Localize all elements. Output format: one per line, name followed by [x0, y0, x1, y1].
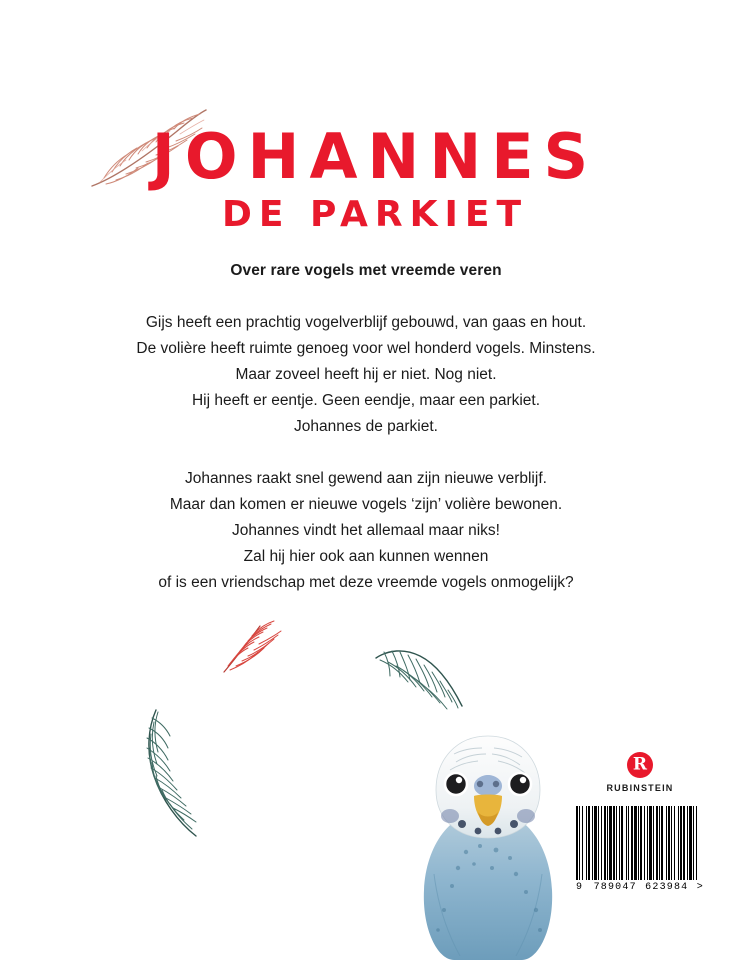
publisher-logo	[604, 752, 676, 793]
book-title-sub: DE PARKIET	[221, 193, 529, 235]
barcode-group-1: 789047	[593, 882, 637, 893]
blurb-line: Johannes de parkiet.	[294, 418, 438, 435]
publisher-name: RUBINSTEIN	[606, 783, 674, 793]
paragraph-spacer	[66, 440, 666, 466]
barcode-trailing: >	[696, 882, 704, 893]
blurb-line: of is een vriendschap met deze vreemde vogels onmogelijk?	[158, 574, 574, 591]
blurb-line: De volière heeft ruimte genoeg voor wel honderd vogels. Minstens.	[136, 340, 596, 357]
barcode	[576, 806, 704, 893]
barcode-bar	[697, 806, 698, 880]
barcode-group-2: 623984	[645, 882, 689, 893]
blurb-line: Hij heeft er eentje. Geen eendje, maar een parkiet.	[191, 392, 541, 409]
feather-green-right-icon	[370, 640, 474, 716]
blurb-line: Johannes vindt het allemaal maar niks!	[232, 522, 500, 539]
feather-green-left-icon	[134, 704, 226, 844]
book-blurb	[66, 310, 666, 596]
blurb-line: Maar dan komen er nieuwe vogels ‘zijn’ volière bewonen.	[169, 496, 563, 513]
book-title-main: JOHANNES	[151, 120, 599, 193]
book-title-block	[0, 120, 732, 235]
feather-red-small-icon	[218, 614, 288, 678]
publisher-mark-letter: R	[632, 754, 648, 775]
barcode-bars	[576, 806, 704, 880]
blurb-line: Johannes raakt snel gewend aan zijn nieuwe verblijf.	[185, 470, 547, 487]
budgerigar-illustration	[404, 724, 572, 960]
book-tagline: Over rare vogels met vreemde veren	[230, 262, 502, 279]
blurb-line: Gijs heeft een prachtig vogelverblijf gebouwd, van gaas en hout.	[145, 314, 587, 331]
blurb-line: Zal hij hier ook aan kunnen wennen	[243, 548, 489, 565]
rubinstein-mark-icon	[627, 752, 653, 778]
barcode-lead-digit: 9	[576, 882, 584, 893]
barcode-digits	[576, 882, 704, 893]
blurb-line: Maar zoveel heeft hij er niet. Nog niet.	[235, 366, 497, 383]
